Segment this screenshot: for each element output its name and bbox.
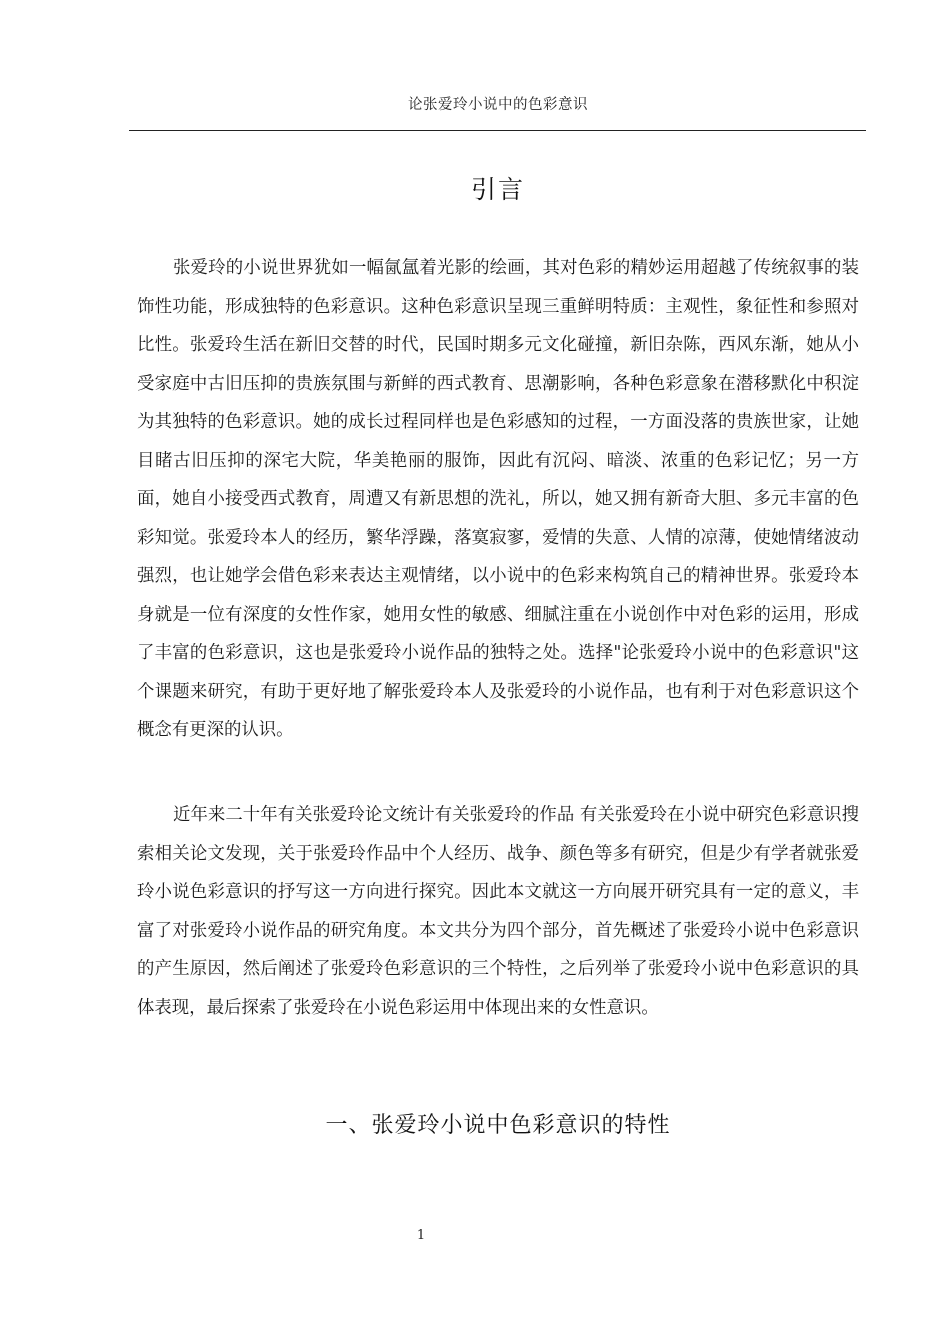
body-paragraph: 近年来二十年有关张爱玲论文统计有关张爱玲的作品 有关张爱玲在小说中研究色彩意识搜索相关论文发现，关于张爱玲作品中个人经历、战争、颜色等多有研究，但是少有学者就张爱玲小说色彩意识的抒写这一方向进行探究。因此本文就这一方向展开研究具有一定的意义，丰富了对张爱玲小说作品的研究角度。本文共分为四个部分，首先概述了张爱玲小说中色彩意识的产生原因，然后阐述了张爱玲色彩意识的三个特性，之后列举了张爱玲小说中色彩意识的具体表现，最后探索了张爱玲在小说色彩运用中体现出来的女性意识。 <box>137 805 859 1018</box>
section-heading: 一、张爱玲小说中色彩意识的特性 <box>325 1113 671 1138</box>
body-paragraph: 张爱玲的小说世界犹如一幅氤氲着光影的绘画，其对色彩的精妙运用超越了传统叙事的装饰性功能，形成独特的色彩意识。这种色彩意识呈现三重鲜明特质：主观性，象征性和参照对比性。张爱玲生活在新旧交替的时代，民国时期多元文化碰撞，新旧杂陈，西风东渐，她从小受家庭中古旧压抑的贵族氛围与新鲜的西式教育、思潮影响，各种色彩意象在潜移默化中积淀为其独特的色彩意识。她的成长过程同样也是色彩感知的过程，一方面没落的贵族世家，让她目睹古旧压抑的深宅大院，华美艳丽的服饰，因此有沉闷、暗淡、浓重的色彩记忆；另一方面，她自小接受西式教育，周遭又有新思想的洗礼，所以，她又拥有新奇大胆、多元丰富的色彩知觉。张爱玲本人的经历，繁华浮躁，落寞寂寥，爱情的失意、人情的凉薄，使她情绪波动强烈，也让她学会借色彩来表达主观情绪，以小说中的色彩来构筑自己的精神世界。张爱玲本身就是一位有深度的女性作家，她用女性的敏感、细腻注重在小说创作中对色彩的运用，形成了丰富的色彩意识，这也是张爱玲小说作品的独特之处。选择"论张爱玲小说中的色彩意识"这个课题来研究，有助于更好地了解张爱玲本人及张爱玲的小说作品，也有利于对色彩意识这个概念有更深的认识。 <box>137 258 859 740</box>
header-divider <box>129 130 866 131</box>
running-header: 论张爱玲小说中的色彩意识 <box>408 97 588 113</box>
chapter-title: 引言 <box>470 175 525 204</box>
page-number: 1 <box>416 1228 426 1243</box>
